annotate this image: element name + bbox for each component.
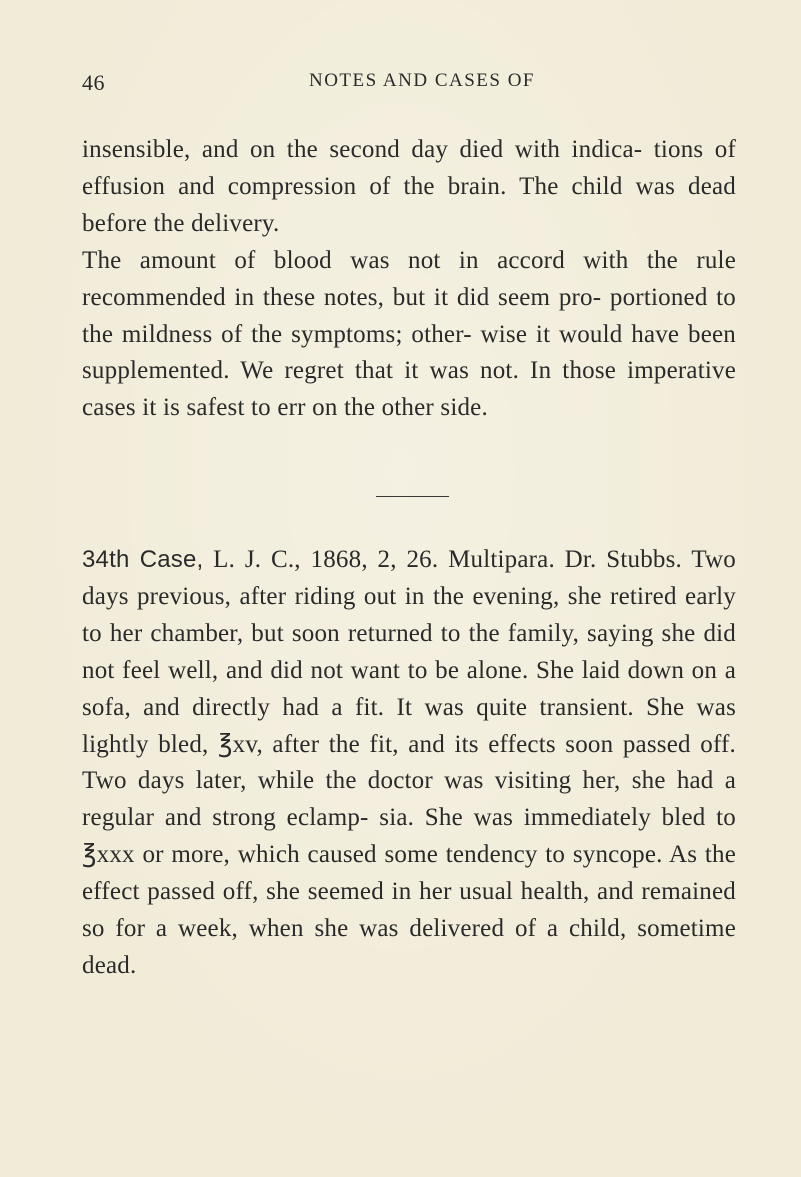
page-number: 46	[82, 70, 105, 95]
running-head: NOTES AND CASES OF	[308, 70, 535, 91]
case-text: L. J. C., 1868, 2, 26. Multipara. Dr. Stubbs. Two days previous, after riding out in the evening, she retired early to her chamber, but soon returned to the family, saying she did not feel well, and did not want to be alone. She laid down on a sofa, and directly had a fit. It was quite transient. She was lightly bled, ℥xv, after the fit, and its effects soon passed off. Two days later, while the doctor was visiting her, she had a regular and strong eclamp- sia. She was immediately bled to ℥xxx or more, which caused some tendency to syncope. As the effect passed off, she seemed in her usual health, and remained so for a week, when she was delivered of a child, sometime dead.	[82, 546, 736, 979]
text-block-continued	[82, 132, 736, 427]
paragraph-continued: insensible, and on the second day died with indica- tions of effusion and compression of the brain. The child was dead before the delivery.	[82, 136, 736, 237]
section-divider	[376, 496, 449, 497]
text-block-case-34	[82, 542, 736, 985]
page-header	[82, 70, 722, 100]
case-heading: 34th Case,	[82, 546, 204, 573]
paragraph-commentary: The amount of blood was not in accord with the rule recommended in these notes, but it did seem pro- portioned to the mildness of the symptoms; other- wise it would have been supplemented. We regret that it was not. In those imperative cases it is safest to err on the other side.	[82, 246, 736, 422]
case-paragraph	[82, 542, 736, 985]
